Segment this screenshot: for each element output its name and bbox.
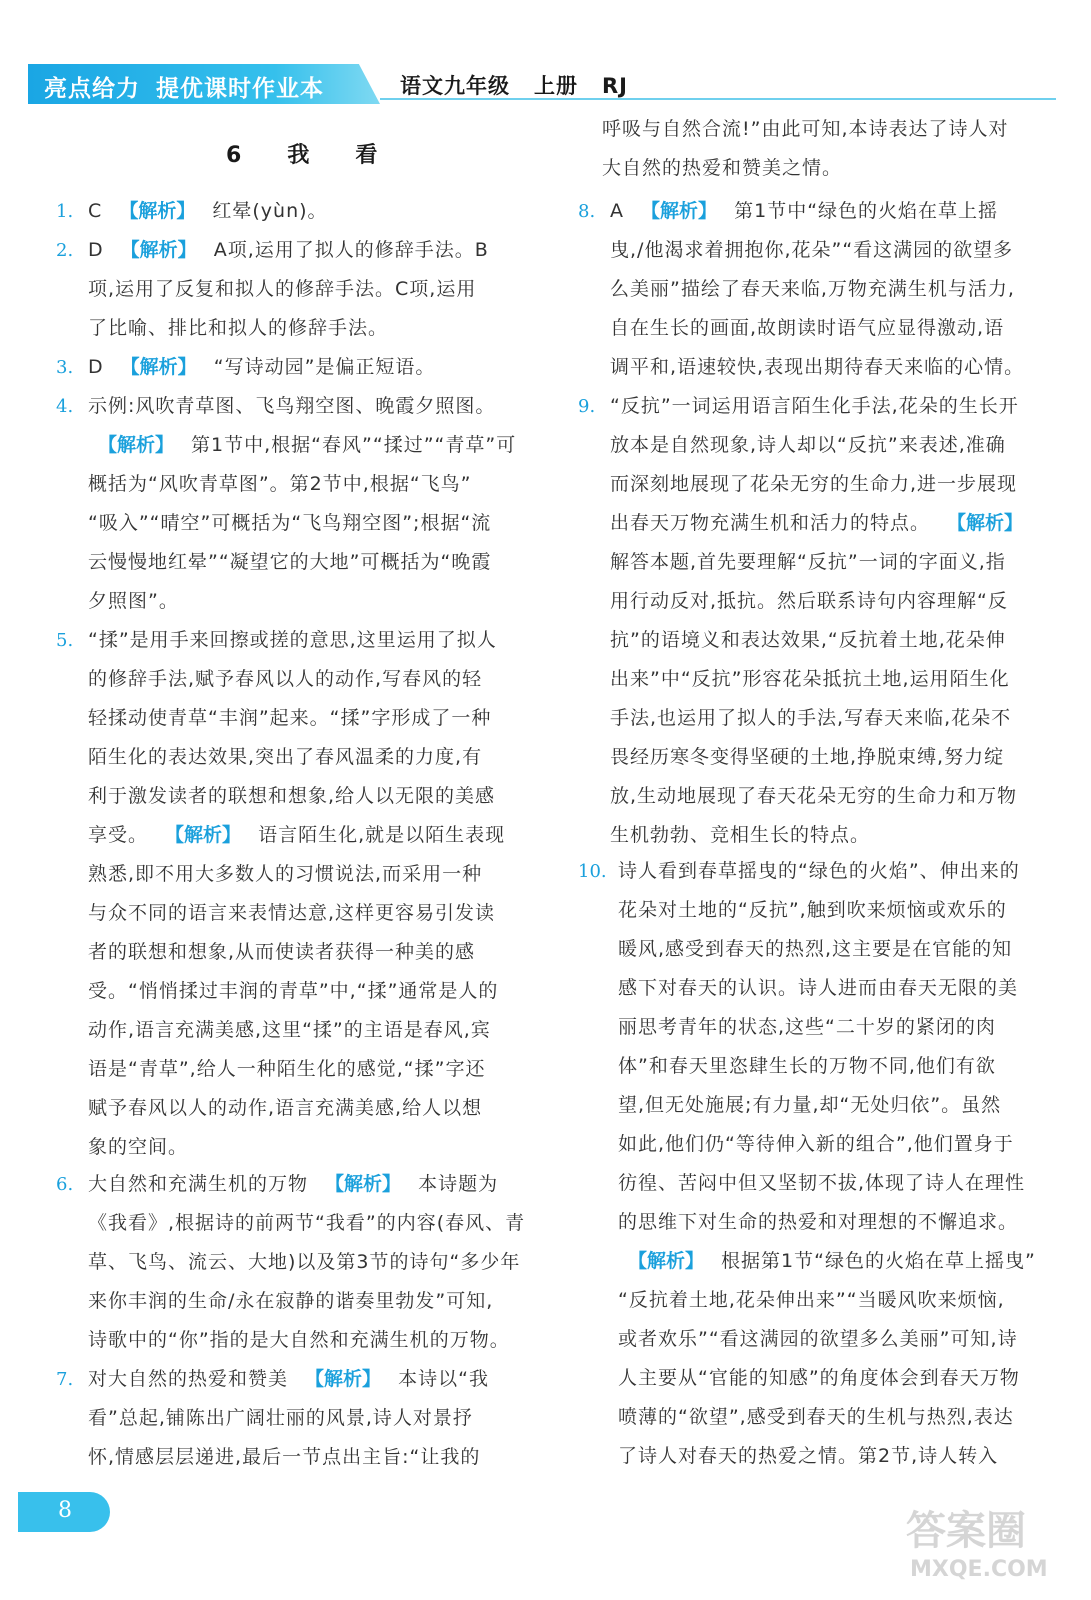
answer-line — [56, 972, 538, 1011]
watermark-logo — [900, 1496, 1064, 1586]
answer-text: 的修辞手法,赋予春风以人的动作,写春风的轻 — [88, 668, 483, 690]
answer-text: “反抗着土地,花朵伸出来”“当暖风吹来烦恼, — [618, 1289, 1005, 1311]
question-number: 6. — [56, 1174, 74, 1195]
answer-line — [56, 270, 538, 309]
answer-line — [56, 387, 538, 426]
answer-text: 畏经历寒冬变得坚硬的土地,挣脱束缚,努力绽 — [610, 746, 1005, 768]
left-answer-3 — [56, 348, 538, 387]
answer-line — [56, 543, 538, 582]
answer-text: 抗”的语境义和表达效果,“反抗着土地,花朵伸 — [610, 629, 1006, 651]
question-number: 9. — [578, 396, 596, 417]
answer-text: 喷薄的“欲望”,感受到春天的生机与热烈,表达 — [618, 1406, 1014, 1428]
answer-line — [578, 891, 1056, 930]
answer-text: 对大自然的热爱和赞美 — [88, 1368, 296, 1390]
answer-line — [578, 426, 1056, 465]
answer-text: 用行动反对,抵抗。然后联系诗句内容理解“反 — [610, 590, 1008, 612]
answer-text: 示例:风吹青草图、飞鸟翔空图、晚霞夕照图。 — [88, 395, 496, 417]
answer-line — [578, 309, 1056, 348]
answer-text: 如此,他们仍“等待伸入新的组合”,他们置身于 — [618, 1133, 1014, 1155]
answer-text: “揉”是用手来回擦或搓的意思,这里运用了拟人 — [88, 629, 497, 651]
answer-text: 语言陌生化,就是以陌生表现 — [251, 824, 506, 846]
answer-line — [56, 1050, 538, 1089]
answer-line — [578, 852, 1056, 891]
answer-text: 受。“悄悄揉过丰润的青草”中,“揉”通常是人的 — [88, 980, 499, 1002]
answer-text: 出春天万物充满生机和活力的特点。 — [610, 512, 938, 534]
answer-line — [578, 1320, 1056, 1359]
answer-text: 陌生化的表达效果,突出了春风温柔的力度,有 — [88, 746, 483, 768]
answer-line — [578, 660, 1056, 699]
answer-line — [578, 1359, 1056, 1398]
watermark-text: 答案圈 — [906, 1508, 1026, 1554]
left-answer-4 — [56, 387, 538, 621]
answer-text: 语是“青草”,给人一种陌生化的感觉,“揉”字还 — [88, 1058, 486, 1080]
answer-text: 与众不同的语言来表情达意,这样更容易引发读 — [88, 902, 496, 924]
question-number: 5. — [56, 630, 74, 651]
lesson-title — [226, 138, 379, 169]
answer-line — [578, 270, 1056, 309]
answer-text: 象的空间。 — [88, 1136, 189, 1158]
answer-text: 解答本题,首先要理解“反抗”一词的字面义,指 — [610, 551, 1006, 573]
answer-text: 动作,语言充满美感,这里“揉”的主语是春风,宾 — [88, 1019, 491, 1041]
answer-text: “吸入”“晴空”可概括为“飞鸟翔空图”;根据“流 — [88, 512, 492, 534]
question-number: 3. — [56, 357, 74, 378]
question-number: 10. — [578, 861, 607, 882]
answer-text: 利于激发读者的联想和想象,给人以无限的美感 — [88, 785, 496, 807]
right-answer-3 — [578, 387, 1056, 855]
question-number: 8. — [578, 201, 596, 222]
analysis-tag: 【解析】 — [165, 824, 242, 846]
analysis-tag: 【解析】 — [947, 512, 1024, 534]
answer-text: 根据第1节“绿色的火焰在草上摇曳” — [714, 1250, 1036, 1272]
answer-line — [56, 231, 538, 270]
header-divider — [380, 98, 1056, 100]
right-answer-4 — [578, 852, 1056, 1476]
answer-text: D — [88, 356, 111, 378]
question-number: 2. — [56, 240, 74, 261]
answer-text: 人主要从“官能的知感”的角度体会到春天万物 — [618, 1367, 1020, 1389]
answer-line — [56, 348, 538, 387]
answer-line — [56, 699, 538, 738]
answer-text: A — [610, 200, 632, 222]
answer-line — [56, 1011, 538, 1050]
answer-line — [578, 543, 1056, 582]
answer-text: 夕照图”。 — [88, 590, 179, 612]
answer-text: 赋予春风以人的动作,语言充满美感,给人以想 — [88, 1097, 483, 1119]
answer-line — [578, 930, 1056, 969]
brand-title — [44, 70, 340, 103]
answer-text: 本诗题为 — [411, 1173, 499, 1195]
watermark-url: MXQE.COM — [910, 1557, 1048, 1582]
brand-name: 亮点给力 — [44, 76, 140, 102]
answer-line — [578, 1125, 1056, 1164]
subject-info — [400, 70, 652, 100]
analysis-tag: 【解析】 — [628, 1250, 705, 1272]
answer-text: 曳,/他渴求着拥抱你,花朵”“看这满园的欲望多 — [610, 239, 1014, 261]
answer-line — [578, 1008, 1056, 1047]
answer-line — [578, 1398, 1056, 1437]
answer-text: 彷徨、苦闷中但又坚韧不拔,体现了诗人在理性 — [618, 1172, 1026, 1194]
answer-text: 手法,也运用了拟人的手法,写春天来临,花朵不 — [610, 707, 1012, 729]
answer-text: 第1节中“绿色的火焰在草上摇 — [727, 200, 999, 222]
answer-line — [56, 894, 538, 933]
answer-line — [56, 1321, 538, 1360]
answer-line — [56, 192, 538, 231]
answer-line — [578, 816, 1056, 855]
answer-line — [578, 1086, 1056, 1125]
answer-text: 生机勃勃、竞相生长的特点。 — [610, 824, 871, 846]
answer-text: 看”总起,铺陈出广阔壮丽的风景,诗人对景抒 — [88, 1407, 473, 1429]
answer-text: 怀,情感层层递进,最后一节点出主旨:“让我的 — [88, 1446, 481, 1468]
lesson-title-char-2: 看 — [355, 143, 380, 168]
answer-text: “写诗动园”是偏正短语。 — [206, 356, 436, 378]
answer-text: 望,但无处施展;有力量,却“无处归依”。虽然 — [618, 1094, 1002, 1116]
answer-text: 放,生动地展现了春天花朵无穷的生命力和万物 — [610, 785, 1018, 807]
answer-text: 诗人看到春草摇曳的“绿色的火焰”、伸出来的 — [618, 860, 1020, 882]
answer-line — [56, 426, 538, 465]
left-answer-1 — [56, 192, 538, 231]
answer-line — [578, 621, 1056, 660]
answer-line — [578, 777, 1056, 816]
answer-line — [56, 1128, 538, 1167]
left-answer-7 — [56, 1360, 538, 1477]
answer-text: 概括为“风吹青草图”。第2节中,根据“飞鸟” — [88, 473, 472, 495]
answer-text: 丽思考青年的状态,这些“二十岁的紧闭的肉 — [618, 1016, 996, 1038]
answer-line — [578, 192, 1056, 231]
answer-text: D — [88, 239, 111, 261]
answer-text: 了诗人对春天的热爱之情。第2节,诗人转入 — [618, 1445, 999, 1467]
answer-line — [578, 1281, 1056, 1320]
answer-line — [56, 504, 538, 543]
left-answer-2 — [56, 231, 538, 348]
answer-line — [578, 465, 1056, 504]
answer-text: 或者欢乐”“看这满园的欲望多么美丽”可知,诗 — [618, 1328, 1018, 1350]
answer-text: 自在生长的画面,故朗读时语气应显得激动,语 — [610, 317, 1005, 339]
answer-line — [56, 1282, 538, 1321]
answer-text: 享受。 — [88, 824, 156, 846]
answer-line — [56, 1399, 538, 1438]
answer-text: 出来”中“反抗”形容花朵抵抗土地,运用陌生化 — [610, 668, 1010, 690]
answer-line — [578, 1203, 1056, 1242]
analysis-tag: 【解析】 — [98, 434, 175, 456]
answer-line — [56, 855, 538, 894]
lesson-title-char-1: 我 — [287, 143, 312, 168]
page-number-badge — [18, 1492, 110, 1532]
answer-line — [56, 738, 538, 777]
analysis-tag: 【解析】 — [120, 239, 197, 261]
answer-line — [56, 582, 538, 621]
answer-line — [578, 1047, 1056, 1086]
answer-line — [578, 969, 1056, 1008]
answer-line — [56, 1438, 538, 1477]
answer-text: 么美丽”描绘了春天来临,万物充满生机与活力, — [610, 278, 1015, 300]
answer-line — [578, 504, 1056, 543]
answer-line — [56, 309, 538, 348]
answer-text: 放本是自然现象,诗人却以“反抗”来表述,准确 — [610, 434, 1006, 456]
analysis-tag: 【解析】 — [305, 1368, 382, 1390]
question-number: 7. — [56, 1369, 74, 1390]
answer-line — [56, 777, 538, 816]
answer-text: 感下对春天的认识。诗人进而由春天无限的美 — [618, 977, 1019, 999]
answer-text: 呼吸与自然合流!”由此可知,本诗表达了诗人对 — [602, 118, 1009, 140]
subject-grade: 语文九年级 — [400, 74, 510, 98]
answer-line — [578, 149, 1056, 188]
lesson-number: 6 — [226, 143, 244, 168]
answer-text: 熟悉,即不用大多数人的习惯说法,而采用一种 — [88, 863, 483, 885]
answer-line — [56, 1243, 538, 1282]
answer-text: 调平和,语速较快,表现出期待春天来临的心情。 — [610, 356, 1025, 378]
brand-series: 提优课时作业本 — [156, 76, 324, 102]
answer-line — [56, 1165, 538, 1204]
answer-text: 者的联想和想象,从而使读者获得一种美的感 — [88, 941, 476, 963]
answer-text: C — [88, 200, 110, 222]
answer-text: 云慢慢地红晕”“凝望它的大地”可概括为“晚霞 — [88, 551, 492, 573]
answer-line — [56, 621, 538, 660]
page-number: 8 — [58, 1498, 72, 1523]
answer-line — [56, 465, 538, 504]
answer-line — [56, 1204, 538, 1243]
answer-text: 第1节中,根据“春风”“揉过”“青草”可 — [184, 434, 517, 456]
answer-line — [56, 1089, 538, 1128]
analysis-tag: 【解析】 — [119, 200, 196, 222]
page-header — [0, 0, 1091, 110]
answer-text: 而深刻地展现了花朵无穷的生命力,进一步展现 — [610, 473, 1018, 495]
answer-line — [578, 1437, 1056, 1476]
answer-text: 来你丰润的生命/永在寂静的谐奏里勃发”可知, — [88, 1290, 494, 1312]
answer-line — [56, 933, 538, 972]
subject-edition: RJ — [602, 74, 628, 98]
answer-line — [56, 660, 538, 699]
answer-text: 红晕(yùn)。 — [205, 200, 328, 222]
right-answer-1 — [578, 110, 1056, 188]
answer-line — [578, 348, 1056, 387]
analysis-tag: 【解析】 — [641, 200, 718, 222]
answer-line — [578, 582, 1056, 621]
answer-text: 草、飞鸟、流云、大地)以及第3节的诗句“多少年 — [88, 1251, 521, 1273]
answer-text: 诗歌中的“你”指的是大自然和充满生机的万物。 — [88, 1329, 510, 1351]
answer-line — [56, 816, 538, 855]
answer-line — [578, 738, 1056, 777]
subject-volume: 上册 — [534, 74, 578, 98]
answer-line — [578, 231, 1056, 270]
answer-text: 大自然的热爱和赞美之情。 — [602, 157, 843, 179]
answer-text: 了比喻、排比和拟人的修辞手法。 — [88, 317, 389, 339]
analysis-tag: 【解析】 — [120, 356, 197, 378]
answer-text: 项,运用了反复和拟人的修辞手法。C项,运用 — [88, 278, 477, 300]
answer-line — [56, 1360, 538, 1399]
answer-text: A项,运用了拟人的修辞手法。B — [206, 239, 489, 261]
right-answer-2 — [578, 192, 1056, 387]
answer-line — [578, 1242, 1056, 1281]
answer-line — [578, 110, 1056, 149]
question-number: 4. — [56, 396, 74, 417]
answer-text: 花朵对土地的“反抗”,触到吹来烦恼或欢乐的 — [618, 899, 1007, 921]
answer-text: 大自然和充满生机的万物 — [88, 1173, 316, 1195]
answer-text: 暖风,感受到春天的热烈,这主要是在官能的知 — [618, 938, 1013, 960]
answer-line — [578, 1164, 1056, 1203]
left-answer-6 — [56, 1165, 538, 1360]
analysis-tag: 【解析】 — [325, 1173, 402, 1195]
question-number: 1. — [56, 201, 74, 222]
answer-text: 体”和春天里恣肆生长的万物不同,他们有欲 — [618, 1055, 996, 1077]
answer-text: 轻揉动使青草“丰润”起来。“揉”字形成了一种 — [88, 707, 492, 729]
answer-text: 本诗以“我 — [391, 1368, 489, 1390]
answer-text: 《我看》,根据诗的前两节“我看”的内容(春风、青 — [88, 1212, 526, 1234]
answer-text: 的思维下对生命的热爱和对理想的不懈追求。 — [618, 1211, 1019, 1233]
answer-line — [578, 387, 1056, 426]
answer-line — [578, 699, 1056, 738]
answer-text: “反抗”一词运用语言陌生化手法,花朵的生长开 — [610, 395, 1019, 417]
left-answer-5 — [56, 621, 538, 1167]
